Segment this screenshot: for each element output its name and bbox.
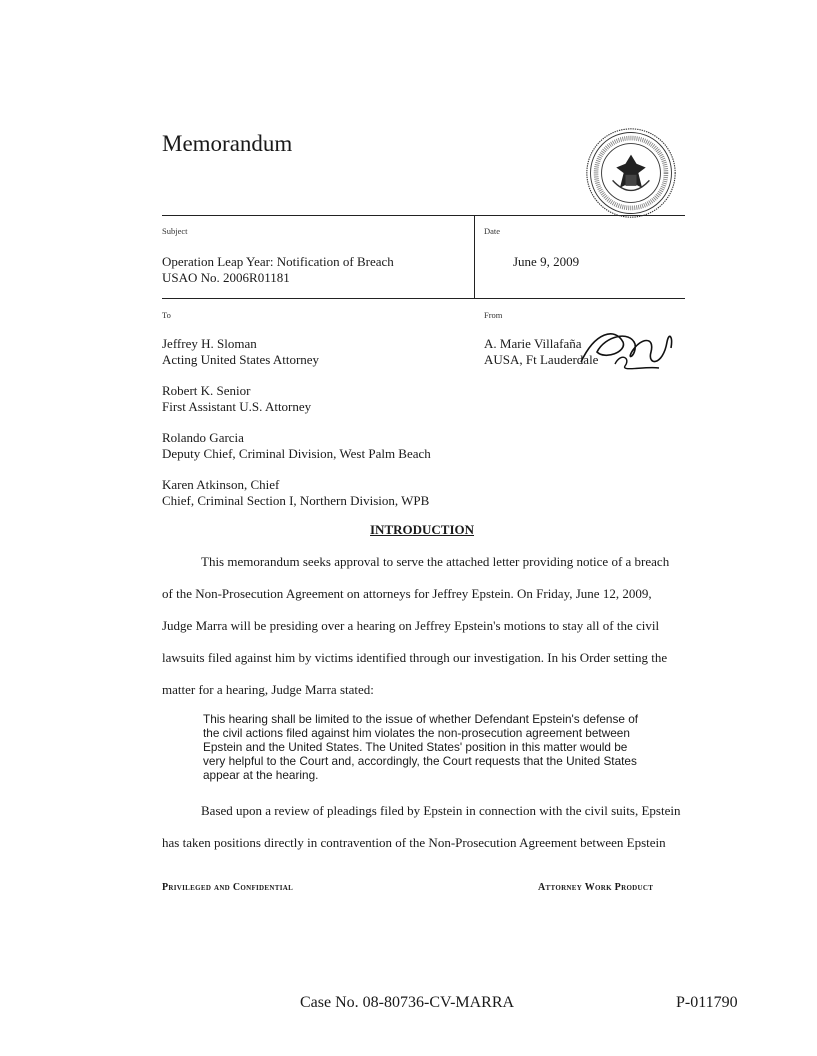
to-label: To [162,310,171,320]
footer-privileged: Privileged and Confidential [162,882,294,893]
recipient-name: Rolando Garcia [162,430,244,445]
date-value: June 9, 2009 [513,254,580,269]
sender-title: AUSA, Ft Lauderdale [484,352,599,367]
sender-name: A. Marie Villafaña [484,336,582,351]
quote-line: very helpful to the Court and, accordingly, the Court requests that the United States [203,754,637,768]
date-label: Date [484,226,501,236]
section-heading: INTRODUCTION [370,522,475,537]
recipient-name: Robert K. Senior [162,383,251,398]
doj-seal-icon [585,127,677,219]
header-divider-top [162,215,685,216]
header-divider-vertical [474,215,475,298]
quote-line: Epstein and the United States. The United States' position in this matter would be [203,740,628,754]
subject-label: Subject [162,226,188,236]
paragraph-line: has taken positions directly in contravention of the Non-Prosecution Agreement between Epstein [162,835,666,850]
paragraph-line: matter for a hearing, Judge Marra stated: [162,682,374,697]
quote-line: This hearing shall be limited to the issue of whether Defendant Epstein's defense of [203,712,639,726]
recipient-title: Acting United States Attorney [162,352,320,367]
recipient-name: Jeffrey H. Sloman [162,336,257,351]
subject-line-1: Operation Leap Year: Notification of Breach [162,254,394,269]
quote-line: appear at the hearing. [203,768,319,782]
page-id: P-011790 [676,994,738,1011]
paragraph-line: Judge Marra will be presiding over a hearing on Jeffrey Epstein's motions to stay all of the civil [162,618,660,633]
paragraph-line: Based upon a review of pleadings filed by Epstein in connection with the civil suits, Epstein [201,803,681,818]
subject-line-2: USAO No. 2006R01181 [162,270,290,285]
header-divider-mid [162,298,685,299]
recipient-title: Chief, Criminal Section I, Northern Division, WPB [162,493,430,508]
paragraph-line: lawsuits filed against him by victims identified through our investigation. In his Order setting the [162,650,668,665]
recipient-name: Karen Atkinson, Chief [162,477,280,492]
signature-icon [575,322,680,374]
quote-line: the civil actions filed against him violates the non-prosecution agreement between [203,726,630,740]
footer-work-product: Attorney Work Product [538,882,654,893]
recipient-title: First Assistant U.S. Attorney [162,399,312,414]
block-quote [203,712,683,782]
case-number: Case No. 08-80736-CV-MARRA [300,994,515,1011]
from-label: From [484,310,503,320]
paragraph-line: This memorandum seeks approval to serve the attached letter providing notice of a breach [201,554,670,569]
memo-title: Memorandum [162,131,293,156]
paragraph-line: of the Non-Prosecution Agreement on attorneys for Jeffrey Epstein. On Friday, June 12, 2009, [162,586,652,601]
recipient-title: Deputy Chief, Criminal Division, West Palm Beach [162,446,431,461]
